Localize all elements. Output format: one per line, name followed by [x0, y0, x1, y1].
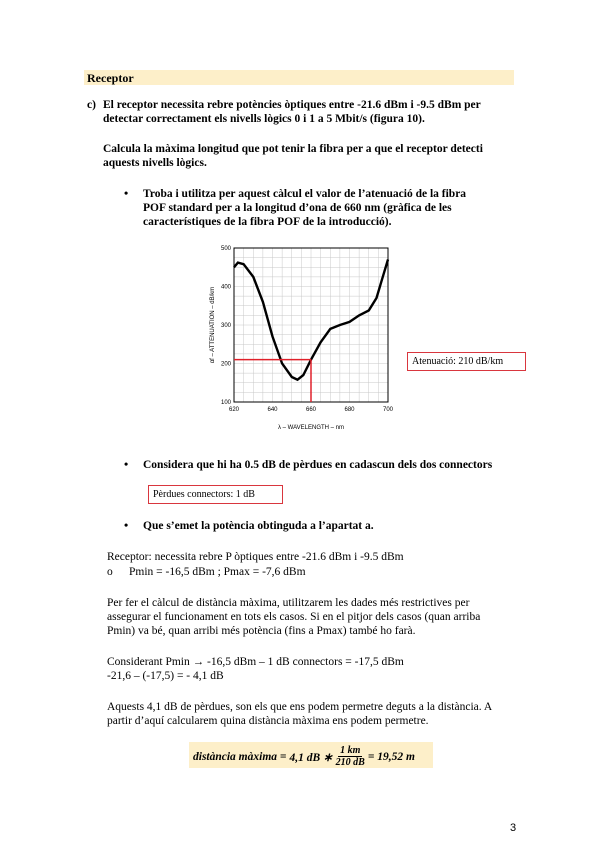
x-tick-labels [229, 407, 394, 413]
item-c-line2: detectar correctament els nivells lògics 0 i 1 a 5 Mbit/s (figura 10). [103, 113, 425, 125]
bullet-icon: • [124, 186, 129, 200]
y-axis-label: αf – ATTENUATION – dB/km [210, 286, 216, 364]
bullet1-line3: característiques de la fibra POF de la introducció). [143, 216, 392, 228]
paragraph2-line2: partir d’aquí calcularem quina distància màxima ens podem permetre. [107, 715, 429, 727]
attenuation-result-box: Atenuació: 210 dB/km [407, 352, 526, 371]
formula-fraction [336, 745, 365, 768]
y-tick-label: 300 [220, 323, 231, 329]
x-tick-label: 640 [267, 407, 278, 413]
item-c-label: c) [87, 99, 96, 111]
attenuation-chart [200, 240, 400, 436]
bullet-icon: • [124, 457, 129, 471]
calculation-line1: Considerant Pmin → -16,5 dBm – 1 dB connectors = -17,5 dBm [107, 656, 404, 668]
x-tick-label: 700 [382, 407, 394, 413]
bullet1-line1: Troba i utilitza per aquest càlcul el valor de l’atenuació de la fibra [143, 188, 467, 200]
page-number: 3 [510, 822, 517, 834]
heading-highlight [84, 70, 514, 85]
receptor-range-text: Receptor: necessita rebre P òptiques entre -21.6 dBm i -9.5 dBm [107, 551, 404, 563]
calc-instruction-line2: aquests nivells lògics. [103, 157, 207, 169]
item-c-line1: El receptor necessita rebre potències òptiques entre -21.6 dBm i -9.5 dBm per [103, 99, 481, 111]
paragraph1-line1: Per fer el càlcul de distància màxima, utilitzarem les dades més restrictives per [107, 597, 470, 609]
x-axis-label: λ – WAVELENGTH – nm [277, 425, 345, 431]
y-tick-label: 100 [220, 400, 231, 406]
y-tick-labels [221, 246, 232, 406]
sub-item-marker: o [107, 566, 113, 578]
bullet-icon: • [124, 518, 129, 532]
bullet2-text: Considera que hi ha 0.5 dB de pèrdues en cadascun dels dos connectors [143, 459, 493, 471]
x-tick-label: 660 [305, 407, 317, 413]
fraction-denominator: 210 dB [335, 757, 365, 768]
calc-instruction-line1: Calcula la màxima longitud que pot tenir la fibra per a que el receptor detecti [103, 143, 483, 155]
x-tick-label: 680 [344, 407, 355, 413]
distance-formula [193, 745, 415, 768]
x-tick-label: 620 [228, 407, 240, 413]
bullet1-line2: POF standard per a la longitud d’ona de 660 nm (gràfica de les [143, 202, 452, 214]
section-heading: Receptor [87, 71, 134, 85]
formula-lhs: distància màxima = [193, 750, 287, 763]
bullet3-text: Que s’emet la potència obtinguda a l’apartat a. [143, 520, 374, 532]
fraction-numerator: 1 km [340, 745, 361, 756]
paragraph1-line3: Pmin) va bé, quan arribi més potència (fins a Pmax) també ho farà. [107, 625, 416, 637]
y-tick-label: 400 [220, 284, 231, 291]
calculation-line2: -21,6 – (-17,5) = - 4,1 dB [107, 670, 224, 682]
formula-value: 4,1 dB ∗ [289, 751, 333, 764]
y-tick-label: 500 [220, 246, 231, 252]
power-limits-text: Pmin = -16,5 dBm ; Pmax = -7,6 dBm [129, 566, 306, 578]
connectors-loss-box: Pèrdues connectors: 1 dB [148, 485, 283, 504]
paragraph1-line2: assegurar el funcionament en tots els casos. Si en el pitjor dels casos (quan arriba [107, 611, 481, 623]
formula-result: = 19,52 m [367, 750, 415, 763]
paragraph2-line1: Aquests 4,1 dB de pèrdues, son els que ens podem permetre deguts a la distància. A [107, 701, 493, 713]
y-tick-label: 200 [220, 361, 231, 368]
